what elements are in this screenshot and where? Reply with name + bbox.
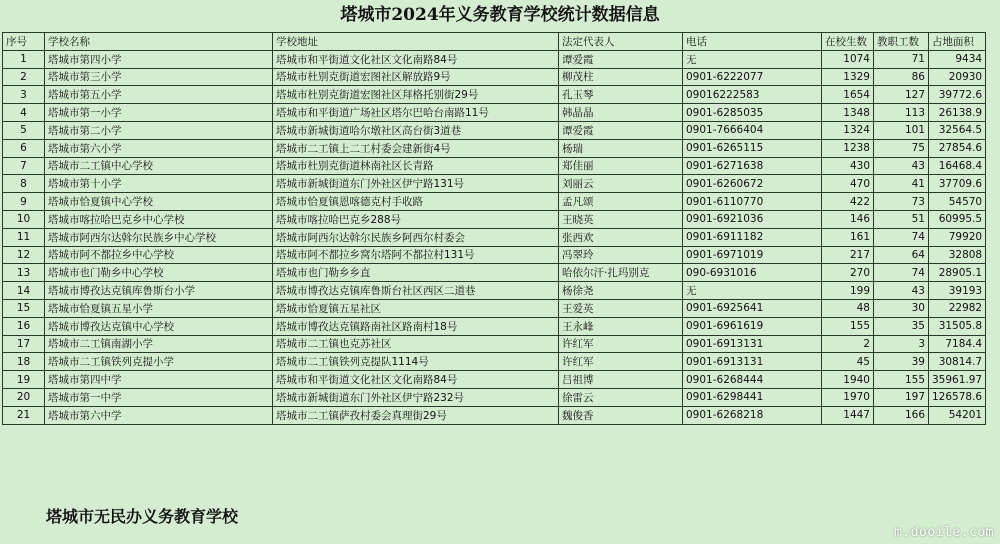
cell-school-name: 塔城市恰夏镇五星小学 [45, 299, 273, 317]
column-header-staff: 教职工数 [874, 33, 929, 51]
cell-students: 1238 [822, 139, 874, 157]
cell-phone: 090-6931016 [683, 264, 822, 282]
cell-representative: 张西欢 [559, 228, 683, 246]
column-header-school-name: 学校名称 [45, 33, 273, 51]
cell-address: 塔城市和平街道广场社区塔尔巴哈台南路11号 [273, 104, 559, 122]
cell-staff: 3 [874, 335, 929, 353]
cell-index: 1 [3, 50, 45, 68]
cell-school-name: 塔城市第四中学 [45, 371, 273, 389]
cell-area: 27854.6 [929, 139, 986, 157]
cell-area: 32564.5 [929, 121, 986, 139]
cell-students: 199 [822, 282, 874, 300]
cell-representative: 谭爱霞 [559, 121, 683, 139]
cell-area: 22982 [929, 299, 986, 317]
cell-index: 8 [3, 175, 45, 193]
cell-phone: 无 [683, 50, 822, 68]
cell-school-name: 塔城市喀拉哈巴克乡中心学校 [45, 210, 273, 228]
cell-index: 17 [3, 335, 45, 353]
cell-area: 9434 [929, 50, 986, 68]
table-row [3, 104, 986, 122]
cell-representative: 王爱英 [559, 299, 683, 317]
cell-area: 60995.5 [929, 210, 986, 228]
cell-address: 塔城市二工镇铁列克提队1114号 [273, 353, 559, 371]
table-row [3, 157, 986, 175]
cell-index: 16 [3, 317, 45, 335]
table-header-row [3, 33, 986, 51]
cell-address: 塔城市新城街道东门外社区伊宁路232号 [273, 388, 559, 406]
cell-representative: 郑佳丽 [559, 157, 683, 175]
cell-representative: 吕祖博 [559, 371, 683, 389]
table-row [3, 121, 986, 139]
cell-staff: 43 [874, 282, 929, 300]
cell-phone: 0901-6925641 [683, 299, 822, 317]
cell-index: 5 [3, 121, 45, 139]
cell-index: 13 [3, 264, 45, 282]
cell-school-name: 塔城市博孜达克镇中心学校 [45, 317, 273, 335]
cell-area: 126578.6 [929, 388, 986, 406]
watermark: m.dooile.com [894, 525, 994, 540]
table-row [3, 353, 986, 371]
cell-students: 2 [822, 335, 874, 353]
cell-area: 30814.7 [929, 353, 986, 371]
cell-phone: 09016222583 [683, 86, 822, 104]
cell-staff: 113 [874, 104, 929, 122]
cell-staff: 64 [874, 246, 929, 264]
cell-students: 1348 [822, 104, 874, 122]
cell-staff: 30 [874, 299, 929, 317]
cell-area: 37709.6 [929, 175, 986, 193]
cell-area: 39193 [929, 282, 986, 300]
cell-representative: 杨徐尧 [559, 282, 683, 300]
cell-index: 3 [3, 86, 45, 104]
cell-phone: 0901-6265115 [683, 139, 822, 157]
cell-school-name: 塔城市第一小学 [45, 104, 273, 122]
cell-students: 1447 [822, 406, 874, 424]
cell-representative: 孟凡颂 [559, 193, 683, 211]
cell-index: 11 [3, 228, 45, 246]
cell-representative: 孔玉琴 [559, 86, 683, 104]
cell-address: 塔城市和平街道文化社区文化南路84号 [273, 50, 559, 68]
cell-index: 18 [3, 353, 45, 371]
cell-area: 35961.97 [929, 371, 986, 389]
table-row [3, 228, 986, 246]
cell-address: 塔城市也门勒乡乡直 [273, 264, 559, 282]
cell-representative: 王永峰 [559, 317, 683, 335]
table-row [3, 210, 986, 228]
cell-school-name: 塔城市二工镇南湖小学 [45, 335, 273, 353]
cell-index: 6 [3, 139, 45, 157]
cell-phone: 0901-6921036 [683, 210, 822, 228]
cell-school-name: 塔城市阿不都拉乡中心学校 [45, 246, 273, 264]
cell-students: 1654 [822, 86, 874, 104]
cell-students: 430 [822, 157, 874, 175]
cell-staff: 197 [874, 388, 929, 406]
table-row [3, 317, 986, 335]
cell-representative: 柳茂柱 [559, 68, 683, 86]
column-header-index: 序号 [3, 33, 45, 51]
cell-school-name: 塔城市第四小学 [45, 50, 273, 68]
cell-phone: 0901-6222077 [683, 68, 822, 86]
cell-phone: 0901-6271638 [683, 157, 822, 175]
cell-representative: 徐雷云 [559, 388, 683, 406]
table-row [3, 193, 986, 211]
column-header-students: 在校生数 [822, 33, 874, 51]
cell-staff: 155 [874, 371, 929, 389]
cell-representative: 韩晶晶 [559, 104, 683, 122]
column-header-phone: 电话 [683, 33, 822, 51]
cell-staff: 51 [874, 210, 929, 228]
cell-school-name: 塔城市第五小学 [45, 86, 273, 104]
cell-area: 28905.1 [929, 264, 986, 282]
cell-school-name: 塔城市第三小学 [45, 68, 273, 86]
cell-school-name: 塔城市二工镇铁列克提小学 [45, 353, 273, 371]
cell-area: 79920 [929, 228, 986, 246]
cell-phone: 0901-7666404 [683, 121, 822, 139]
cell-school-name: 塔城市恰夏镇中心学校 [45, 193, 273, 211]
cell-area: 7184.4 [929, 335, 986, 353]
table-row [3, 68, 986, 86]
cell-staff: 73 [874, 193, 929, 211]
cell-phone: 无 [683, 282, 822, 300]
cell-area: 54570 [929, 193, 986, 211]
column-header-representative: 法定代表人 [559, 33, 683, 51]
cell-phone: 0901-6268444 [683, 371, 822, 389]
column-header-area: 占地面积 [929, 33, 986, 51]
cell-representative: 魏俊香 [559, 406, 683, 424]
cell-school-name: 塔城市第六中学 [45, 406, 273, 424]
cell-area: 26138.9 [929, 104, 986, 122]
cell-address: 塔城市恰夏镇恩喀德克村手收路 [273, 193, 559, 211]
cell-address: 塔城市阿西尔达斡尔民族乡阿西尔村委会 [273, 228, 559, 246]
cell-representative: 冯翠玲 [559, 246, 683, 264]
cell-index: 10 [3, 210, 45, 228]
cell-index: 15 [3, 299, 45, 317]
cell-staff: 71 [874, 50, 929, 68]
cell-students: 1940 [822, 371, 874, 389]
cell-representative: 刘丽云 [559, 175, 683, 193]
cell-area: 16468.4 [929, 157, 986, 175]
cell-address: 塔城市和平街道文化社区文化南路84号 [273, 371, 559, 389]
table-row [3, 86, 986, 104]
cell-staff: 41 [874, 175, 929, 193]
cell-address: 塔城市博孜达克镇路南社区路南村18号 [273, 317, 559, 335]
cell-school-name: 塔城市阿西尔达斡尔民族乡中心学校 [45, 228, 273, 246]
cell-index: 21 [3, 406, 45, 424]
table-row [3, 299, 986, 317]
cell-staff: 39 [874, 353, 929, 371]
table-row [3, 175, 986, 193]
cell-staff: 86 [874, 68, 929, 86]
cell-address: 塔城市博孜达克镇库鲁斯台社区西区二道巷 [273, 282, 559, 300]
cell-school-name: 塔城市博孜达克镇库鲁斯台小学 [45, 282, 273, 300]
cell-representative: 杨瑞 [559, 139, 683, 157]
cell-staff: 43 [874, 157, 929, 175]
cell-index: 14 [3, 282, 45, 300]
cell-phone: 0901-6913131 [683, 353, 822, 371]
cell-phone: 0901-6961619 [683, 317, 822, 335]
cell-school-name: 塔城市第十小学 [45, 175, 273, 193]
table-row [3, 246, 986, 264]
cell-address: 塔城市新城街道哈尔墩社区高台街3道巷 [273, 121, 559, 139]
cell-index: 7 [3, 157, 45, 175]
cell-students: 155 [822, 317, 874, 335]
cell-representative: 谭爱霞 [559, 50, 683, 68]
table-row [3, 406, 986, 424]
cell-phone: 0901-6911182 [683, 228, 822, 246]
cell-index: 9 [3, 193, 45, 211]
cell-students: 1970 [822, 388, 874, 406]
cell-students: 1329 [822, 68, 874, 86]
cell-students: 1324 [822, 121, 874, 139]
cell-students: 45 [822, 353, 874, 371]
cell-phone: 0901-6268218 [683, 406, 822, 424]
cell-school-name: 塔城市也门勒乡中心学校 [45, 264, 273, 282]
cell-area: 32808 [929, 246, 986, 264]
cell-phone: 0901-6971019 [683, 246, 822, 264]
cell-students: 422 [822, 193, 874, 211]
cell-students: 470 [822, 175, 874, 193]
cell-area: 20930 [929, 68, 986, 86]
cell-staff: 101 [874, 121, 929, 139]
cell-address: 塔城市二工镇也克苏社区 [273, 335, 559, 353]
cell-students: 1074 [822, 50, 874, 68]
table-row [3, 282, 986, 300]
cell-staff: 166 [874, 406, 929, 424]
cell-area: 39772.6 [929, 86, 986, 104]
cell-students: 270 [822, 264, 874, 282]
cell-school-name: 塔城市第二小学 [45, 121, 273, 139]
cell-staff: 75 [874, 139, 929, 157]
cell-staff: 74 [874, 228, 929, 246]
cell-phone: 0901-6298441 [683, 388, 822, 406]
cell-school-name: 塔城市二工镇中心学校 [45, 157, 273, 175]
cell-phone: 0901-6913131 [683, 335, 822, 353]
cell-students: 217 [822, 246, 874, 264]
section-title: 塔城市无民办义务教育学校 [46, 507, 239, 526]
cell-address: 塔城市杜别克街道宏图社区解放路9号 [273, 68, 559, 86]
cell-area: 31505.8 [929, 317, 986, 335]
table-row [3, 139, 986, 157]
cell-index: 4 [3, 104, 45, 122]
cell-address: 塔城市阿不都拉乡窝尔塔阿不都拉村131号 [273, 246, 559, 264]
cell-students: 146 [822, 210, 874, 228]
cell-area: 54201 [929, 406, 986, 424]
page-title: 塔城市2024年义务教育学校统计数据信息 [340, 5, 660, 25]
cell-representative: 哈依尔汗·扎玛别克 [559, 264, 683, 282]
cell-address: 塔城市二工镇萨孜村委会真理街29号 [273, 406, 559, 424]
cell-address: 塔城市杜别克街道林南社区长青路 [273, 157, 559, 175]
cell-representative: 许红军 [559, 353, 683, 371]
cell-index: 2 [3, 68, 45, 86]
cell-school-name: 塔城市第一中学 [45, 388, 273, 406]
cell-address: 塔城市喀拉哈巴克乡288号 [273, 210, 559, 228]
cell-students: 48 [822, 299, 874, 317]
cell-phone: 0901-6110770 [683, 193, 822, 211]
cell-staff: 127 [874, 86, 929, 104]
column-header-address: 学校地址 [273, 33, 559, 51]
cell-address: 塔城市新城街道东门外社区伊宁路131号 [273, 175, 559, 193]
cell-index: 19 [3, 371, 45, 389]
table-row [3, 371, 986, 389]
cell-phone: 0901-6285035 [683, 104, 822, 122]
cell-students: 161 [822, 228, 874, 246]
cell-index: 20 [3, 388, 45, 406]
cell-representative: 许红军 [559, 335, 683, 353]
table-row [3, 50, 986, 68]
cell-representative: 王晓英 [559, 210, 683, 228]
table-row [3, 264, 986, 282]
cell-address: 塔城市杜别克街道宏图社区拜格托别街29号 [273, 86, 559, 104]
table-row [3, 388, 986, 406]
cell-index: 12 [3, 246, 45, 264]
cell-address: 塔城市恰夏镇五星社区 [273, 299, 559, 317]
cell-school-name: 塔城市第六小学 [45, 139, 273, 157]
cell-address: 塔城市二工镇上二工村委会建新街4号 [273, 139, 559, 157]
cell-phone: 0901-6260672 [683, 175, 822, 193]
table-row [3, 335, 986, 353]
cell-staff: 35 [874, 317, 929, 335]
cell-staff: 74 [874, 264, 929, 282]
school-statistics-table [2, 32, 986, 425]
